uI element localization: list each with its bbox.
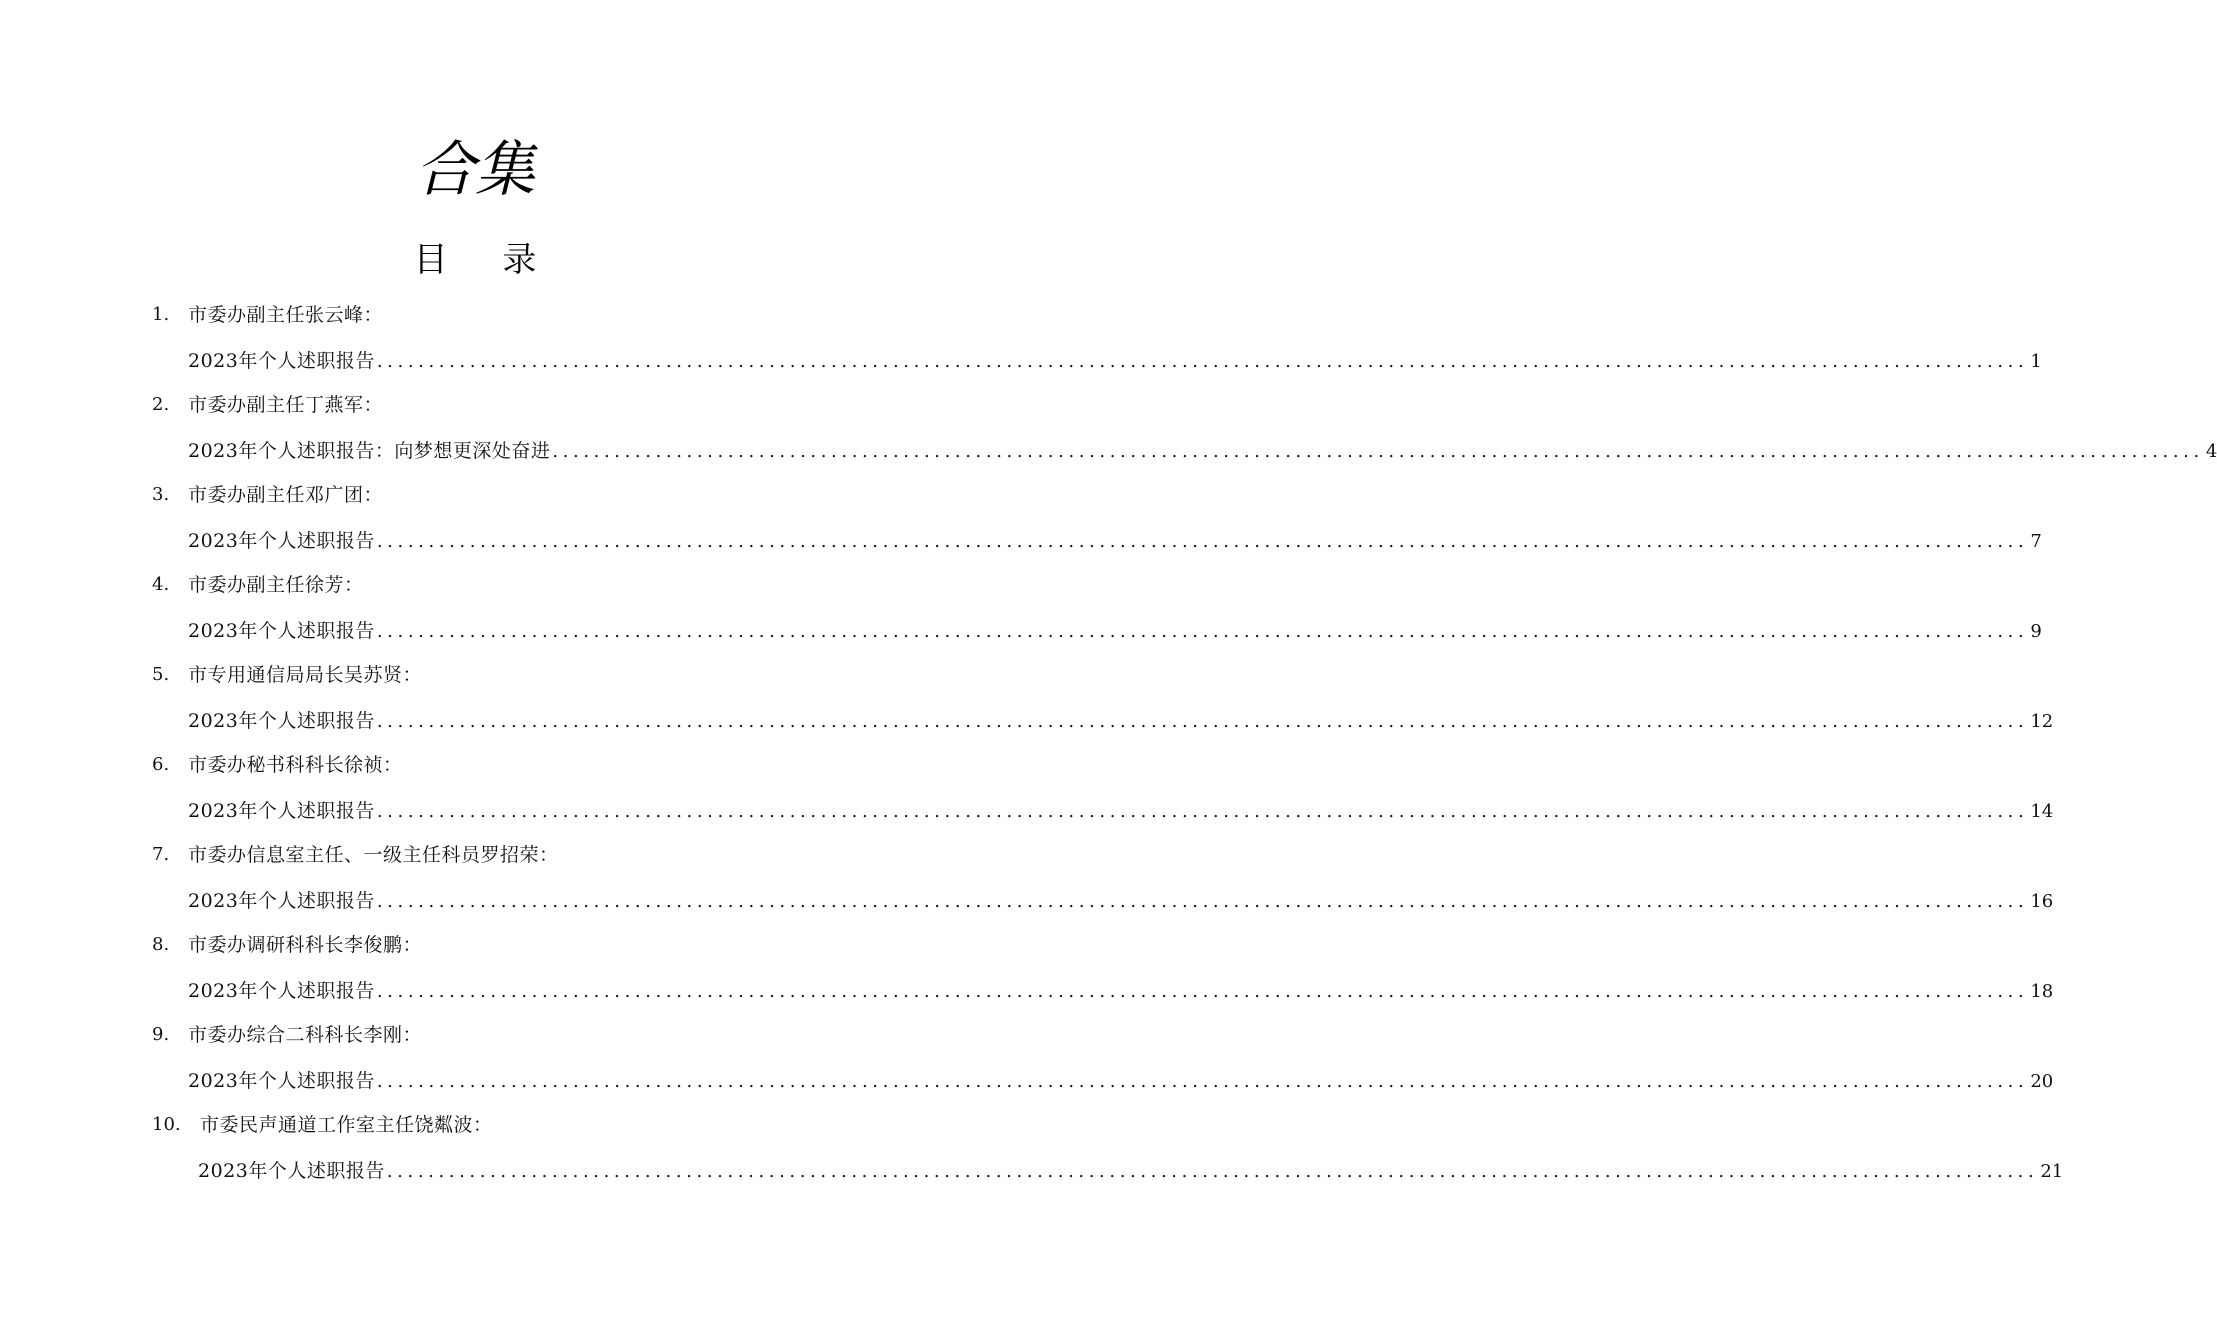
toc-entry-title: 2023年个人述职报告 bbox=[188, 620, 375, 642]
toc-entry-title: 2023年个人述职报告 bbox=[188, 710, 375, 732]
toc-entry[interactable] bbox=[0, 382, 2217, 472]
toc-entry-line[interactable] bbox=[188, 608, 2042, 654]
toc-entry-page: 20 bbox=[2030, 1071, 2054, 1092]
toc-entry-title: 2023年个人述职报告 bbox=[188, 800, 375, 822]
dot-leader: ................................................................................................................................................................ bbox=[376, 351, 2029, 372]
toc-entry-title: 2023年个人述职报告 bbox=[188, 350, 375, 372]
toc-entry-number: 1. bbox=[152, 304, 170, 325]
toc-entry-number: 6. bbox=[152, 754, 170, 775]
toc-entry-page: 12 bbox=[2030, 711, 2054, 732]
toc-entry[interactable] bbox=[0, 742, 2054, 832]
dot-leader: ................................................................................................................................................................ bbox=[386, 1161, 2039, 1182]
toc-entry-line[interactable] bbox=[188, 1058, 2054, 1104]
toc-entry[interactable] bbox=[0, 562, 2042, 652]
toc-entry-number: 10. bbox=[152, 1114, 181, 1135]
toc-entry[interactable] bbox=[0, 472, 2042, 562]
toc-entry-name: 市专用通信局局长吴苏贤： bbox=[188, 664, 423, 686]
toc-entry-title: 2023年个人述职报告 bbox=[188, 1070, 375, 1092]
toc-entry-number: 3. bbox=[152, 484, 170, 505]
toc-entry-page: 16 bbox=[2030, 891, 2054, 912]
toc-entry-title: 2023年个人述职报告 bbox=[188, 530, 375, 552]
toc-entry[interactable] bbox=[0, 922, 2054, 1012]
toc-entry-name: 市委办副主任丁燕军： bbox=[188, 394, 384, 416]
toc-entry-number: 4. bbox=[152, 574, 170, 595]
toc-entry-number: 9. bbox=[152, 1024, 170, 1045]
toc-entry-line[interactable] bbox=[188, 338, 2042, 384]
dot-leader: ................................................................................................................................................................ bbox=[376, 531, 2029, 552]
toc-entry[interactable] bbox=[0, 652, 2054, 742]
toc-entry-line[interactable] bbox=[188, 698, 2054, 744]
toc-entry-title: 2023年个人述职报告 bbox=[198, 1160, 385, 1182]
toc-entry-number: 7. bbox=[152, 844, 170, 865]
toc-entry-page: 21 bbox=[2040, 1161, 2064, 1182]
toc-entry-line[interactable] bbox=[188, 518, 2042, 564]
toc-entry[interactable] bbox=[0, 1012, 2054, 1102]
main-title: 合集 bbox=[415, 135, 535, 205]
dot-leader: ................................................................................................................................................................ bbox=[376, 801, 2029, 822]
toc-entry-name: 市委办秘书科科长徐祯： bbox=[188, 754, 403, 776]
toc-entry-title: 2023年个人述职报告：向梦想更深处奋进 bbox=[188, 440, 551, 462]
toc-entry-page: 1 bbox=[2030, 351, 2042, 372]
toc-entry-number: 8. bbox=[152, 934, 170, 955]
toc-heading: 目 录 bbox=[413, 240, 559, 280]
toc-entry-number: 5. bbox=[152, 664, 170, 685]
toc-entry-page: 18 bbox=[2030, 981, 2054, 1002]
dot-leader: ................................................................................................................................................................ bbox=[552, 441, 2204, 462]
toc-entry-line[interactable] bbox=[188, 788, 2054, 834]
toc-entry[interactable] bbox=[0, 832, 2054, 922]
toc-entry-name: 市委办副主任徐芳： bbox=[188, 574, 364, 596]
toc-entry-line[interactable] bbox=[188, 878, 2054, 924]
dot-leader: ................................................................................................................................................................ bbox=[376, 981, 2029, 1002]
toc-entry-name: 市委办信息室主任、一级主任科员罗招荣： bbox=[188, 844, 559, 866]
dot-leader: ................................................................................................................................................................ bbox=[376, 1071, 2029, 1092]
toc-entry-name: 市委民声通道工作室主任饶粼波： bbox=[200, 1114, 493, 1136]
toc-entry-title: 2023年个人述职报告 bbox=[188, 980, 375, 1002]
toc-entry-page: 9 bbox=[2030, 621, 2042, 642]
toc-entry-name: 市委办调研科科长李俊鹏： bbox=[188, 934, 423, 956]
toc-entry-line[interactable] bbox=[188, 428, 2217, 474]
toc-entry-page: 14 bbox=[2030, 801, 2054, 822]
toc-entry-line[interactable] bbox=[198, 1148, 2064, 1194]
toc-entry[interactable] bbox=[0, 1102, 2064, 1192]
toc-entry-page: 7 bbox=[2030, 531, 2042, 552]
toc-entry-line[interactable] bbox=[188, 968, 2054, 1014]
toc-entry-number: 2. bbox=[152, 394, 170, 415]
toc-entry-name: 市委办副主任邓广团： bbox=[188, 484, 384, 506]
toc-entry-name: 市委办综合二科科长李刚： bbox=[188, 1024, 423, 1046]
dot-leader: ................................................................................................................................................................ bbox=[376, 891, 2029, 912]
dot-leader: ................................................................................................................................................................ bbox=[376, 711, 2029, 732]
toc-entry-title: 2023年个人述职报告 bbox=[188, 890, 375, 912]
dot-leader: ................................................................................................................................................................ bbox=[376, 621, 2029, 642]
toc-entry-name: 市委办副主任张云峰： bbox=[188, 304, 384, 326]
toc-entry-page: 4 bbox=[2205, 441, 2217, 462]
toc-entry[interactable] bbox=[0, 292, 2042, 382]
